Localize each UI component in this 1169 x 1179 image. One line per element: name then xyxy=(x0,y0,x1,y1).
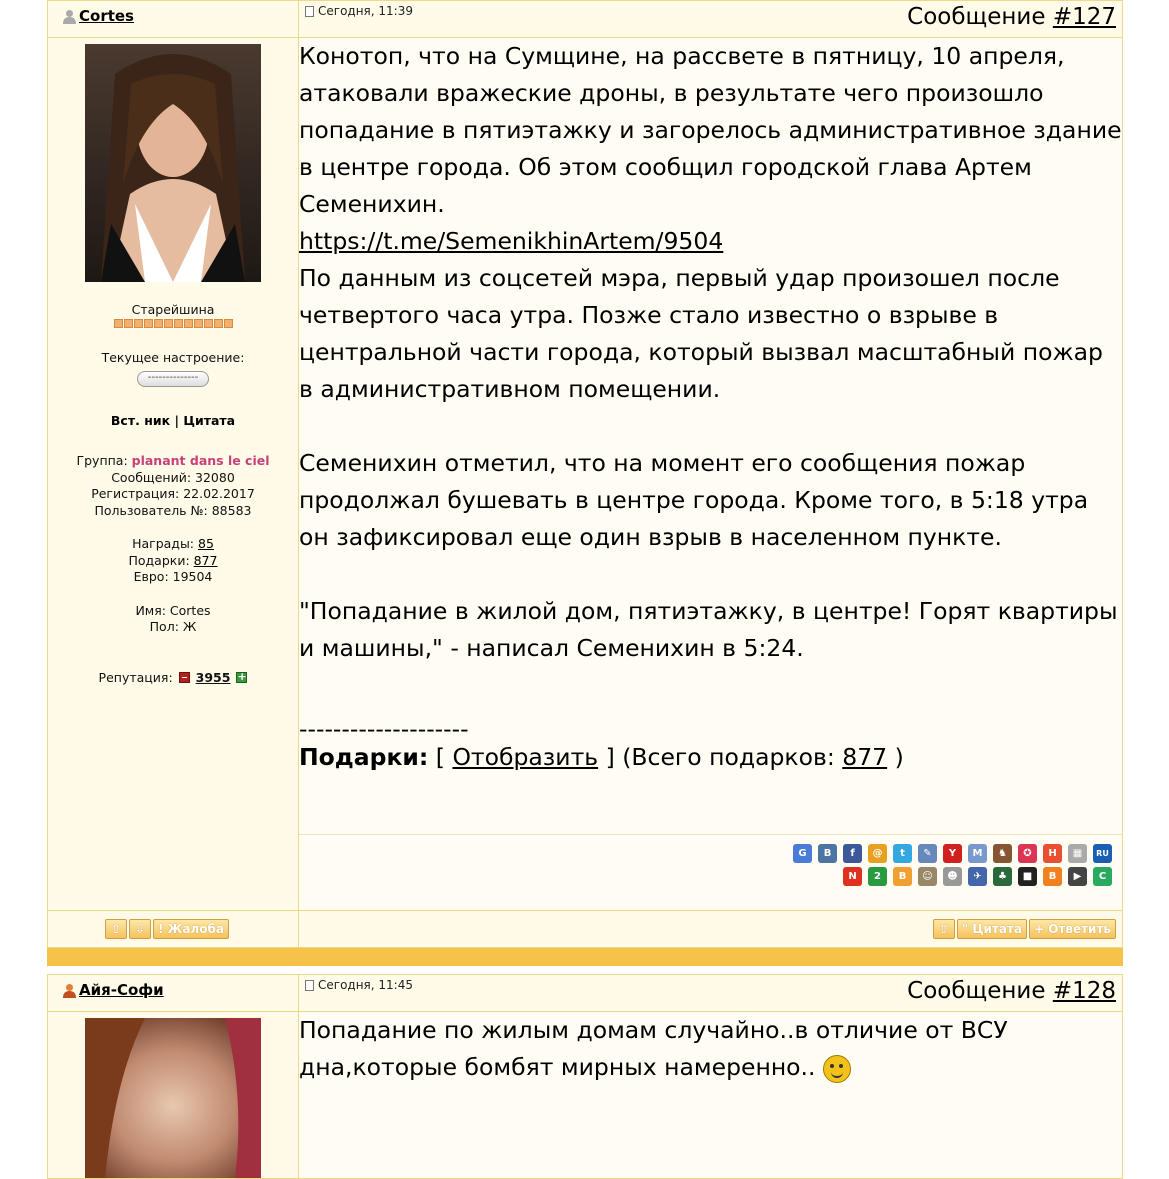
registration-date: Регистрация: 22.02.2017 xyxy=(91,486,255,501)
chat-icon[interactable]: C xyxy=(1093,867,1112,886)
user-icon xyxy=(62,9,77,24)
reply-button[interactable]: + Ответить xyxy=(1029,919,1116,939)
mail-ru-icon[interactable]: @ xyxy=(868,844,887,863)
moi-mir-icon[interactable]: M xyxy=(968,844,987,863)
google-icon[interactable]: G xyxy=(793,844,812,863)
user-info-column xyxy=(48,1012,299,1179)
share-icons xyxy=(778,844,1112,886)
post-author-header xyxy=(48,1,299,38)
post-date: Сегодня, 11:45 xyxy=(318,978,413,992)
arrow-icon[interactable]: ▶ xyxy=(1068,867,1087,886)
avatar xyxy=(85,1018,261,1178)
post-paragraph: Попадание по жилым домам случайно..в отличие от ВСУ дна,которые бомбят мирных намеренно.. xyxy=(299,1016,1008,1081)
awards-link[interactable]: 85 xyxy=(198,536,214,551)
insert-nick-link[interactable]: Вст. ник xyxy=(110,413,171,428)
complaint-button[interactable]: ! Жалоба xyxy=(153,919,229,939)
smiley-icon xyxy=(823,1055,851,1083)
dog-icon[interactable]: ♞ xyxy=(993,844,1012,863)
grid-icon[interactable]: ▦ xyxy=(1068,844,1087,863)
reputation-value[interactable]: 3955 xyxy=(195,669,231,685)
up-arrow-button[interactable]: ⇧ xyxy=(105,919,127,939)
user-sex: Пол: Ж xyxy=(149,619,197,634)
post-footer-left xyxy=(48,911,299,948)
user-name: Имя: Cortes xyxy=(135,602,211,618)
user-details: Группа: planant dans le ciel Сообщений: 32080 Регистрация: 22.02.2017 Пользователь №: 88583 Награды: 85 Подарки: 877 Евро: 19504 Имя: Cortes Пол: Ж xyxy=(48,453,298,636)
blogger-icon[interactable]: B xyxy=(1043,867,1062,886)
message-count: Сообщений: 32080 xyxy=(111,469,235,485)
rank-stars xyxy=(48,319,298,328)
mood-indicator: -------------- xyxy=(137,371,209,387)
author-link[interactable]: Айя-Софи xyxy=(79,981,164,999)
yandex-icon[interactable]: Y xyxy=(943,844,962,863)
post-date: Сегодня, 11:39 xyxy=(318,4,413,18)
reputation-plus-icon[interactable] xyxy=(236,672,247,683)
mood-label: Текущее настроение: xyxy=(101,350,245,365)
post-number-link[interactable]: #127 xyxy=(1052,4,1116,30)
twitter-icon[interactable]: t xyxy=(893,844,912,863)
post-127 xyxy=(47,0,1123,948)
reputation-minus-icon[interactable] xyxy=(179,672,190,683)
post-paragraph: "Попадание в жилой дом, пятиэтажку, в центре! Горят квартиры и машины," - написал Семенихин в 5:24. xyxy=(299,597,1118,662)
two-icon[interactable]: 2 xyxy=(868,867,887,886)
post-header xyxy=(299,1,1123,38)
person-icon[interactable]: ☺ xyxy=(918,867,937,886)
post-paragraph: Конотоп, что на Сумщине, на рассвете в пятницу, 10 апреля, атаковали вражеские дроны, в результате чего произошло попадание в пятиэтажку и загорелось административное здание в центре города. Об этом сообщил городской глава Артем Семенихин. xyxy=(299,42,1122,218)
quote-link[interactable]: Цитата xyxy=(183,413,236,428)
bird-icon[interactable]: ✈ xyxy=(968,867,987,886)
star-icon[interactable]: ✪ xyxy=(1018,844,1037,863)
document-icon xyxy=(305,6,314,17)
user-links: Вст. ник | Цитата xyxy=(110,413,236,428)
people-icon[interactable]: ☻ xyxy=(943,867,962,886)
user-rank: Старейшина xyxy=(131,302,215,317)
show-gifts-link[interactable]: Отобразить xyxy=(452,743,599,771)
post-body xyxy=(299,1012,1123,1179)
b-icon[interactable]: B xyxy=(893,867,912,886)
signature-gifts: Подарки: [ Отобразить ] (Всего подарков: 877 ) xyxy=(299,743,904,771)
reputation: Репутация: 3955 + xyxy=(48,670,298,685)
post-header xyxy=(299,975,1123,1012)
down-arrow-button[interactable]: ⇩ xyxy=(129,919,151,939)
quote-button[interactable]: " Цитата xyxy=(957,919,1027,939)
delicious-icon[interactable]: ✎ xyxy=(918,844,937,863)
up-arrow-button[interactable]: ⇧ xyxy=(933,919,955,939)
post-number: Сообщение #127 xyxy=(907,4,1116,30)
post-number-link[interactable]: #128 xyxy=(1052,978,1116,1004)
gifts-count-link[interactable]: 877 xyxy=(842,743,888,771)
author-link[interactable]: Cortes xyxy=(79,7,134,25)
ru-icon[interactable]: RU xyxy=(1093,844,1112,863)
post-number: Сообщение #128 xyxy=(907,978,1116,1004)
vk-icon[interactable]: B xyxy=(818,844,837,863)
user-group: planant dans le ciel xyxy=(131,453,270,468)
post-paragraph: По данным из соцсетей мэра, первый удар произошел после четвертого часа утра. Позже стало известно о взрыве в центральной части города, который вызвал масштабный пожар в административном помещении. xyxy=(299,264,1103,403)
user-icon xyxy=(62,983,77,998)
telegram-link[interactable]: https://t.me/SemenikhinArtem/9504 xyxy=(299,227,724,255)
plant-icon[interactable]: ♣ xyxy=(993,867,1012,886)
avatar xyxy=(85,44,261,282)
post-body xyxy=(299,38,1123,911)
euro-balance: Евро: 19504 xyxy=(133,569,213,584)
habr-icon[interactable]: H xyxy=(1043,844,1062,863)
facebook-icon[interactable]: f xyxy=(843,844,862,863)
forum-thread xyxy=(47,0,1123,1156)
post-divider xyxy=(47,948,1123,966)
post-128 xyxy=(47,974,1123,1179)
news-icon[interactable]: N xyxy=(843,867,862,886)
post-paragraph: Семенихин отметил, что на момент его сообщения пожар продолжал бушевать в центре города. Кроме того, в 5:18 утра он зафиксировал еще один взрыв в населенном пункте. xyxy=(299,449,1089,551)
signature-separator: -------------------- xyxy=(299,715,469,743)
document-icon xyxy=(305,980,314,991)
user-info-column xyxy=(48,38,299,911)
gifts-link[interactable]: 877 xyxy=(193,552,218,568)
post-footer-right xyxy=(299,911,1123,948)
user-number: Пользователь №: 88583 xyxy=(94,502,252,518)
post-author-header xyxy=(48,975,299,1012)
squares-icon[interactable]: ■ xyxy=(1018,867,1037,886)
